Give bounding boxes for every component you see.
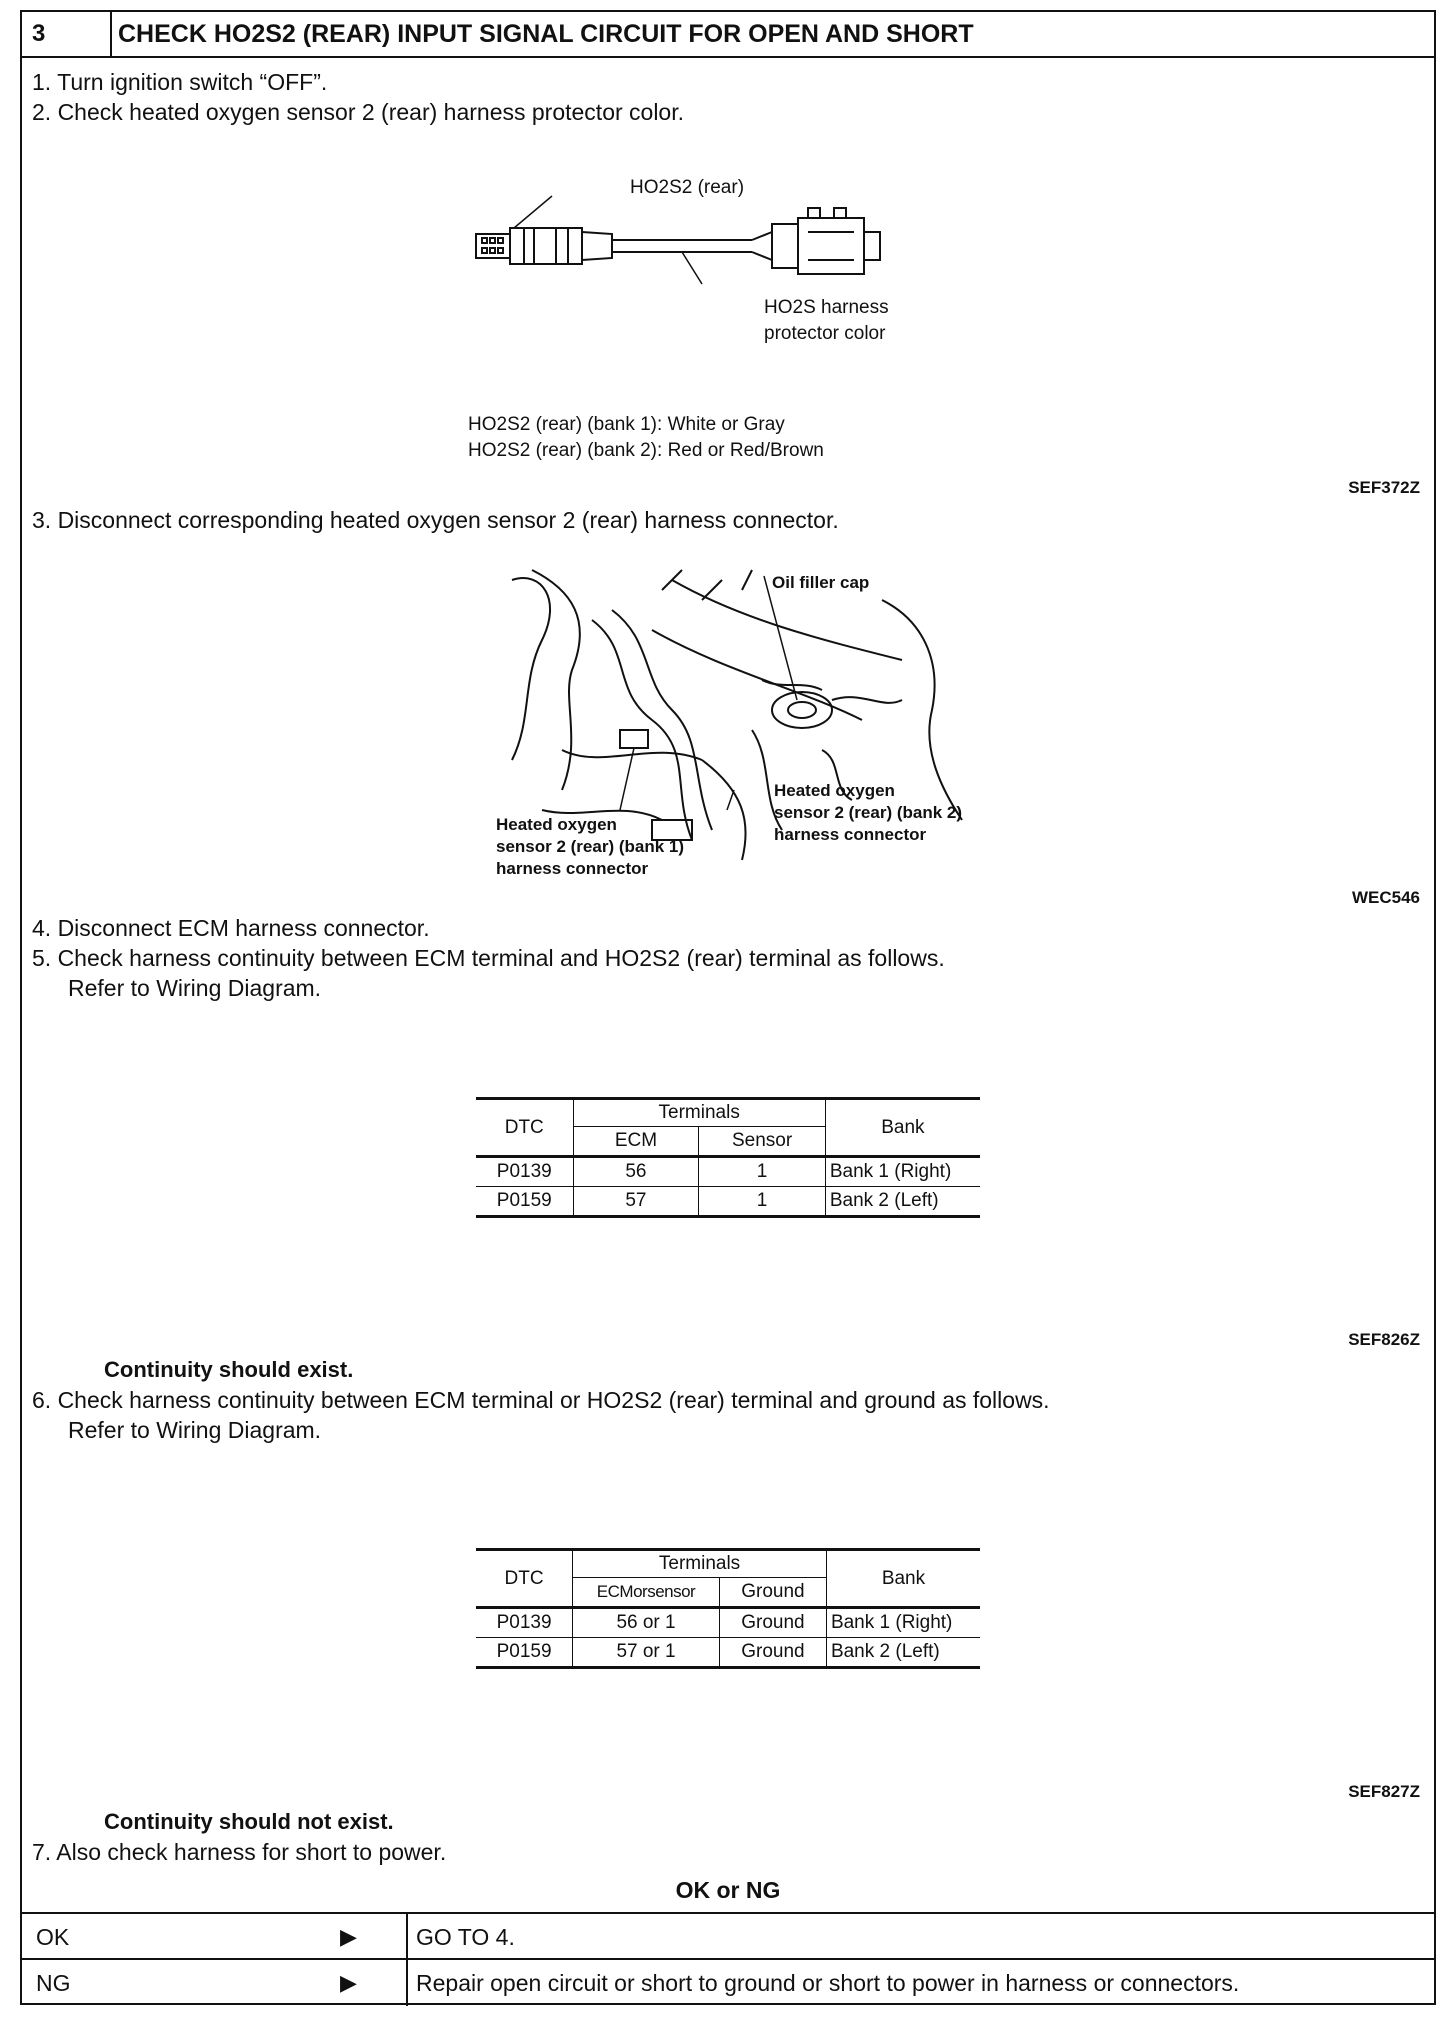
result-key-ok: OK bbox=[36, 1924, 70, 1950]
label-bank1-1: Heated oxygen bbox=[496, 815, 617, 834]
figure-ref-wec546: WEC546 bbox=[1351, 888, 1420, 907]
label-bank2-2: sensor 2 (rear) (bank 2) bbox=[774, 803, 963, 822]
label-bank1-2: sensor 2 (rear) (bank 1) bbox=[496, 837, 685, 856]
table-row: P0159 57 or 1 Ground Bank 2 (Left) bbox=[476, 1638, 980, 1668]
label-harness-1: HO2S harness bbox=[764, 297, 889, 318]
th-terminals: Terminals bbox=[573, 1550, 827, 1578]
label-bank2-1: Heated oxygen bbox=[774, 781, 895, 800]
label-harness-2: protector color bbox=[764, 323, 886, 344]
result-row-ng bbox=[22, 1958, 1434, 2006]
result-heading: OK or NG bbox=[675, 1877, 781, 1903]
terminal-table-2 bbox=[476, 1548, 980, 1669]
figure-ref-sef827z: SEF827Z bbox=[1348, 1782, 1420, 1801]
bank2-color: HO2S2 (rear) (bank 2): Red or Red/Brown bbox=[468, 440, 824, 461]
step-5: 5. Check harness continuity between ECM terminal and HO2S2 (rear) terminal as follows. bbox=[32, 945, 945, 971]
result-action-ng: Repair open circuit or short to ground or short to power in harness or connectors. bbox=[416, 1970, 1240, 1996]
step-6-expected: Continuity should not exist. bbox=[104, 1809, 394, 1834]
th-sensor: Sensor bbox=[699, 1127, 826, 1157]
table-row: P0159 57 1 Bank 2 (Left) bbox=[476, 1187, 980, 1217]
step-6-ref: Refer to Wiring Diagram. bbox=[68, 1417, 322, 1443]
th-ground: Ground bbox=[719, 1578, 826, 1608]
label-bank1-3: harness connector bbox=[496, 859, 649, 878]
step-5-ref: Refer to Wiring Diagram. bbox=[68, 975, 322, 1001]
label-bank2-3: harness connector bbox=[774, 825, 927, 844]
procedure-page bbox=[20, 10, 1436, 2005]
figure-ref-sef826z: SEF826Z bbox=[1348, 1330, 1420, 1349]
result-action-ok: GO TO 4. bbox=[416, 1924, 515, 1950]
table-row: P0139 56 1 Bank 1 (Right) bbox=[476, 1157, 980, 1187]
th-dtc: DTC bbox=[476, 1099, 573, 1157]
step-number: 3 bbox=[22, 12, 112, 56]
arrow-icon: ▶ bbox=[340, 1924, 357, 1949]
step-3: 3. Disconnect corresponding heated oxygen sensor 2 (rear) harness connector. bbox=[32, 507, 839, 533]
step-title: CHECK HO2S2 (REAR) INPUT SIGNAL CIRCUIT FOR OPEN AND SHORT bbox=[118, 20, 974, 48]
th-bank: Bank bbox=[825, 1099, 980, 1157]
step-5-expected: Continuity should exist. bbox=[104, 1357, 354, 1382]
bank1-color: HO2S2 (rear) (bank 1): White or Gray bbox=[468, 414, 785, 435]
step-1: 1. Turn ignition switch “OFF”. bbox=[32, 69, 328, 95]
terminal-table-1 bbox=[476, 1097, 980, 1218]
th-ecm-or-sensor: ECMorsensor bbox=[573, 1578, 720, 1608]
label-sensor: HO2S2 (rear) bbox=[630, 177, 745, 198]
result-key-ng: NG bbox=[36, 1970, 71, 1996]
label-oil-filler-cap: Oil filler cap bbox=[772, 573, 870, 592]
th-bank: Bank bbox=[826, 1550, 980, 1608]
table-row: P0139 56 or 1 Ground Bank 1 (Right) bbox=[476, 1608, 980, 1638]
arrow-icon: ▶ bbox=[340, 1970, 357, 1995]
th-dtc: DTC bbox=[476, 1550, 573, 1608]
step-2: 2. Check heated oxygen sensor 2 (rear) harness protector color. bbox=[32, 99, 685, 125]
step-4: 4. Disconnect ECM harness connector. bbox=[32, 915, 430, 941]
th-ecm: ECM bbox=[573, 1127, 699, 1157]
step-6: 6. Check harness continuity between ECM terminal or HO2S2 (rear) terminal and ground as follows. bbox=[32, 1387, 1050, 1413]
figure-ref-sef372z: SEF372Z bbox=[1348, 478, 1420, 497]
step-header bbox=[22, 12, 1434, 58]
step-7: 7. Also check harness for short to power. bbox=[32, 1839, 447, 1865]
result-row-ok bbox=[22, 1912, 1434, 1960]
th-terminals: Terminals bbox=[573, 1099, 825, 1127]
